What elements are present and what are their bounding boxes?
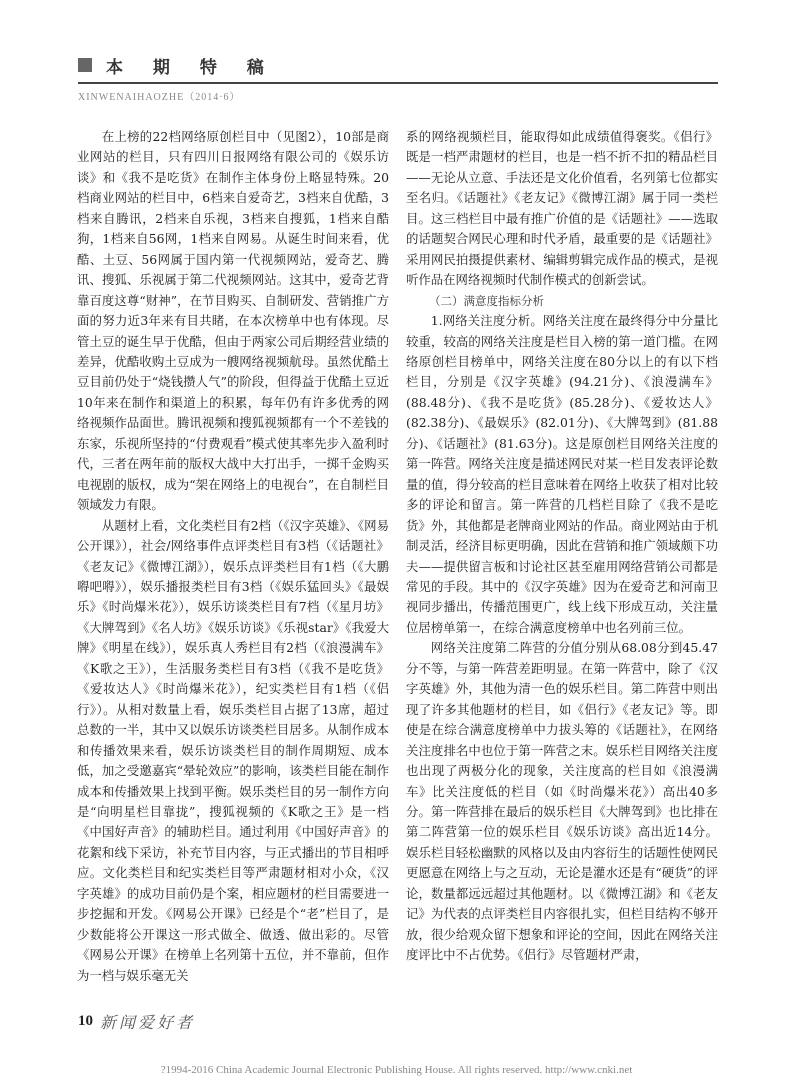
- paragraph: 在上榜的22档网络原创栏目中（见图2），10部是商业网站的栏目，只有四川日报网络有限公司的《娱乐访谈》和《我不是吃货》在制作主体身份上略显特殊。20档商业网站的栏目中，6档来自爱奇艺，3档来自优酷，3档来自腾讯，2档来自乐视，3档来自搜狐，1档来自酷狗，1档来自56网，1档来自网易。从诞生时间来看，优酷、土豆、56网属于国内第一代视频网站，爱奇艺、腾讯、搜狐、乐视属于第二代视频网站。这其中，爱奇艺背靠百度这尊“财神”，在节目购买、自制研发、营销推广方面的努力近3年来有目共睹，在本次榜单中也有体现。尽管土豆的诞生早于优酷，但由于两家公司后期经营业绩的差异，优酷收购土豆成为一艘网络视频航母。虽然优酷土豆目前仍处于“烧钱攒人气”的阶段，但得益于优酷土豆近10年来在制作和渠道上的积累，每年仍有许多优秀的网络视频作品面世。腾讯视频和搜狐视频都有一个不差钱的东家，乐视所坚持的“付费观看”模式使其率先步入盈利时代，三者在两年前的版权大战中大打出手，一掷千金购买电视剧的版权，成为“架在网络上的电视台”，在自制栏目领域发力有限。: [77, 129, 389, 513]
- left-column: [77, 127, 389, 986]
- paragraph: 系的网络视频栏目，能取得如此成绩值得褒奖。《侣行》既是一档严肃题材的栏目，也是一档不折不扣的精品栏目——无论从立意、手法还是文化价值看，名列第七位都实至名归。《话题社》《老友记》《微博江湖》属于同一类栏目。这三档栏目中最有推广价值的是《话题社》——选取的话题契合网民心理和时代矛盾，最重要的是《话题社》采用网民拍摄提供素材、编辑剪辑完成作品的模式，是视听作品在网络视频时代制作模式的创新尝试。: [406, 129, 718, 288]
- right-column: [406, 127, 718, 966]
- page-number: 10: [78, 1013, 93, 1029]
- subsection-heading: （二）满意度指标分析: [429, 293, 544, 308]
- journal-issue: XINWENAIHAOZHE（2014·6）: [78, 92, 241, 103]
- journal-logo: 新闻爱好者: [100, 1013, 196, 1032]
- paragraph: 网络关注度第二阵营的分值分别从68.08分到45.47分不等，与第一阵营差距明显。在第一阵营中，除了《汉字英雄》外，其他为清一色的娱乐栏目。第二阵营中则出现了许多其他题材的栏目，如《侣行》《老友记》等。即使是在综合满意度榜单中力拔头筹的《话题社》，在网络关注度排名中也位于第一阵营之末。娱乐栏目网络关注度也出现了两极分化的现象，关注度高的栏目如《浪漫满车》比关注度低的栏目（如《时尚爆米花》）高出40多分。第一阵营排在最后的娱乐栏目《大牌驾到》也比排在第二阵营第一位的娱乐栏目《娱乐访谈》高出近14分。娱乐栏目轻松幽默的风格以及由内容衍生的话题性使网民更愿意在网络上与之互动，无论是灌水还是有“硬货”的评论，数量都远远超过其他题材。以《微博江湖》和《老友记》为代表的点评类栏目内容很扎实，但栏目结构不够开放，很少给观众留下想象和评论的空间，因此在网络关注度评比中不占优势。《侣行》尽管题材严肃，: [406, 640, 718, 963]
- paragraph: 从题材上看，文化类栏目有2档（《汉字英雄》、《网易公开课》），社会/网络事件点评类栏目有3档（《话题社》《老友记》《微博江湖》），娱乐点评类栏目有1档（《大鹏嘚吧嘚》），娱乐播报类栏目有3档（《娱乐猛回头》《最娱乐》《时尚爆米花》），娱乐访谈类栏目有7档（《星月坊》《大牌驾到》《名人坊》《娱乐访谈》《乐视star》《我爱大牌》《明星在线》），娱乐真人秀栏目有2档（《浪漫满车》《K歌之王》），生活服务类栏目有3档（《我不是吃货》《爱妆达人》《时尚爆米花》），纪实类栏目有1档（《侣行》）。从相对数量上看，娱乐类栏目占据了13席，超过总数的一半，其中又以娱乐访谈类栏目居多。从制作成本和传播效果来看，娱乐访谈类栏目的制作周期短、成本低，加之受邀嘉宾“晕轮效应”的影响，该类栏目能在制作成本和传播效果上找到平衡。娱乐类栏目的另一制作方向是“向明星栏目靠拢”，搜狐视频的《K歌之王》是一档《中国好声音》的辅助栏目。通过利用《中国好声音》的花絮和线下采访，补充节目内容，与正式播出的节目相呼应。文化类栏目和纪实类栏目等严肃题材相对小众，《汉字英雄》的成功目前仍是个案，相应题材的栏目需要进一步挖掘和开发。《网易公开课》已经是个“老”栏目了，是少数能将公开课这一形式做全、做透、做出彩的。尽管《网易公开课》在榜单上名列第十五位，并不靠前，但作为一档与娱乐毫无关: [77, 517, 389, 983]
- header-rule: [78, 82, 718, 84]
- paragraph: 1.网络关注度分析。网络关注度在最终得分中分量比较重，较高的网络关注度是栏目入榜的第一道门槛。在网络原创栏目榜单中，网络关注度在80分以上的有以下档栏目，分别是《汉字英雄》(94.21分)、《浪漫满车》(88.48分)、《我不是吃货》(85.28分)、《爱妆达人》(82.38分)、《最娱乐》(82.01分)、《大牌驾到》(81.88分)、《话题社》(81.63分)。这是原创栏目网络关注度的第一阵营。网络关注度是描述网民对某一栏目发表评论数量的值，得分较高的栏目意味着在网络上收获了相对比较多的评论和留言。第一阵营的几档栏目除了《我不是吃货》外，其他都是老牌商业网站的作品。商业网站由于机制灵活，经济目标更明确，因此在营销和推广领域颇下功夫——提供留言板和讨论社区甚至雇用网络营销公司都是常见的手段。其中的《汉字英雄》因为在爱奇艺和河南卫视同步播出，传播范围更广，线上线下形成互动，关注量位居榜单第一，在综合满意度榜单中也名列前三位。: [406, 313, 718, 635]
- section-title: 本 期 特 稿: [106, 57, 276, 78]
- header-square-mark: [78, 58, 92, 72]
- page-header: [78, 50, 718, 103]
- copyright-footer: ?1994-2016 China Academic Journal Electronic Publishing House. All rights reserved. http://www.cnki.net: [160, 1064, 633, 1076]
